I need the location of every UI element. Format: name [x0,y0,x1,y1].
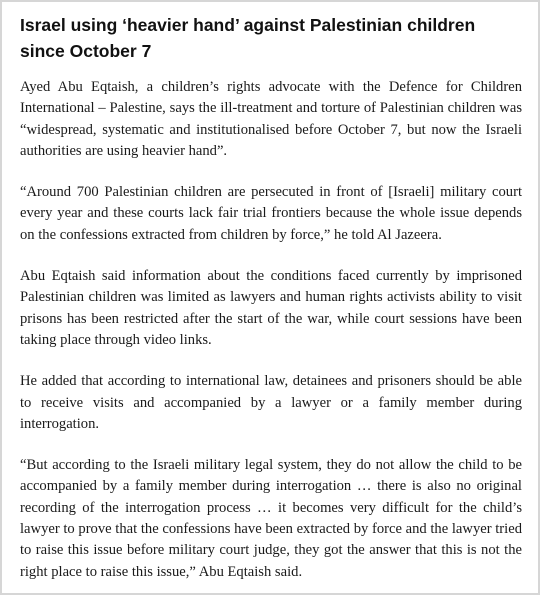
article-paragraph-2: “Around 700 Palestinian children are persecuted in front of [Israeli] military court every year and these courts lack fair trial frontiers because the whole issue depends on the confessions extracted from children by force,” he told Al Jazeera. [20,184,522,243]
article-paragraph-4: He added that according to international law, detainees and prisoners should be able to receive visits and accompanied by a lawyer or a family member during interrogation. [20,373,522,432]
article-headline: Israel using ‘heavier hand’ against Palestinian children since October 7 [20,15,476,61]
article-paragraph-1: Ayed Abu Eqtaish, a children’s rights advocate with the Defence for Children International – Palestine, says the ill-treatment and torture of Palestinian children was “widespread, systematic and institutionalised before October 7, but now the Israeli authorities are using heavier hand”. [20,79,522,159]
article-paragraph-3: Abu Eqtaish said information about the conditions faced currently by imprisoned Palestinian children was limited as lawyers and human rights activists ability to visit prisons has been restricted after the start of the war, while court sessions have been taking place through video links. [20,268,522,348]
article-paragraph-5: “But according to the Israeli military legal system, they do not allow the child to be accompanied by a family member during interrogation … there is also no original recording of the interrogation process … it becomes very difficult for the child’s lawyer to prove that the confessions have been extracted by force and the lawyer tried to raise this issue before military court judge, they got the answer that this is not the right place to raise this issue,” Abu Eqtaish said. [20,457,522,580]
article-body [20,12,522,603]
